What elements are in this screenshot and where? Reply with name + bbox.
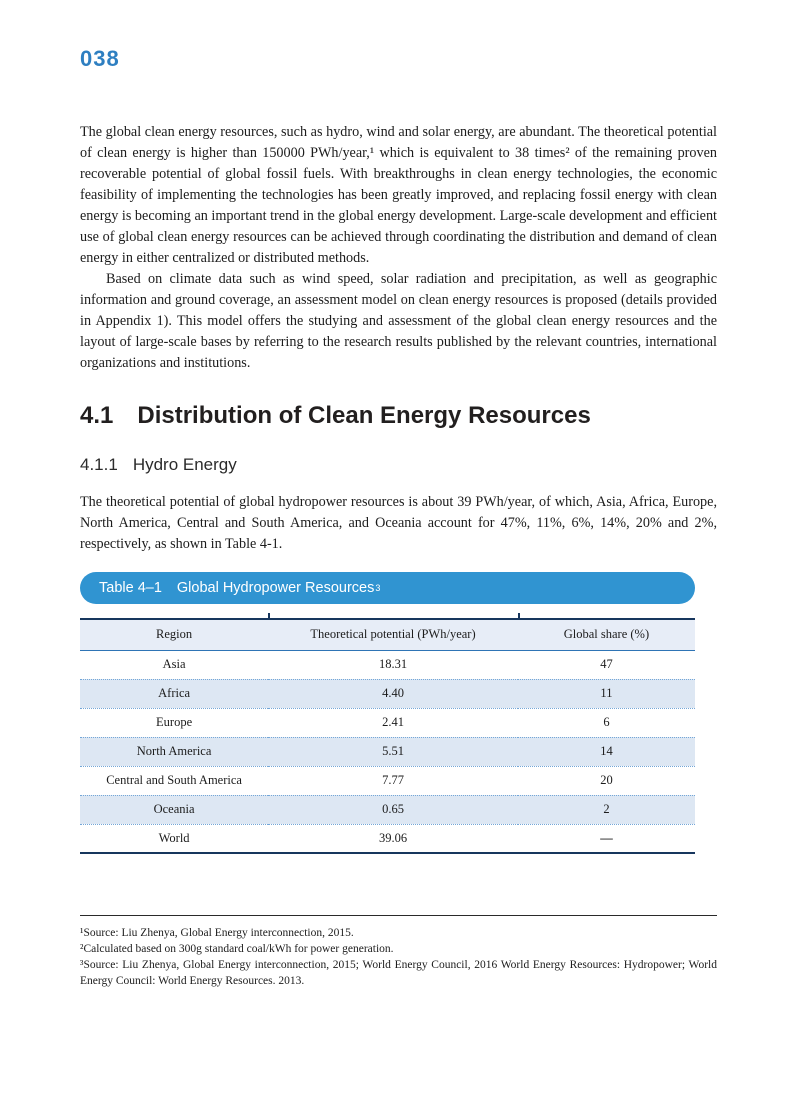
- hydropower-data-table: [80, 618, 695, 854]
- cell-share: 20: [518, 766, 695, 795]
- column-header-region: Region: [80, 619, 268, 650]
- table-row: [80, 650, 695, 679]
- cell-potential: 7.77: [268, 766, 518, 795]
- cell-share: 14: [518, 737, 695, 766]
- table-caption-label: Table 4–1: [99, 580, 162, 596]
- table-row: [80, 795, 695, 824]
- table-row: [80, 679, 695, 708]
- cell-share: 6: [518, 708, 695, 737]
- table-row: [80, 766, 695, 795]
- table-caption-bar: Table 4–1 Global Hydropower Resources 3: [80, 572, 695, 604]
- cell-potential: 0.65: [268, 795, 518, 824]
- section-heading: [80, 402, 717, 430]
- column-divider-tick: [268, 613, 270, 618]
- cell-potential: 5.51: [268, 737, 518, 766]
- cell-share: 47: [518, 650, 695, 679]
- table-row: [80, 737, 695, 766]
- subsection-title: Hydro Energy: [132, 455, 237, 474]
- cell-potential: 4.40: [268, 679, 518, 708]
- footnote-2: ²Calculated based on 300g standard coal/kWh for power generation.: [80, 943, 394, 955]
- footnote-3: ³Source: Liu Zhenya, Global Energy interconnection, 2015; World Energy Council, 2016 World Energy Resources: Hydropower; World Energy Council: World Energy Resources. 2013.: [80, 959, 717, 987]
- cell-share: 2: [518, 795, 695, 824]
- cell-region: Asia: [80, 650, 268, 679]
- cell-region: North America: [80, 737, 268, 766]
- footnotes-section: [80, 915, 717, 989]
- column-header-share: Global share (%): [518, 619, 695, 650]
- cell-share: 11: [518, 679, 695, 708]
- cell-region: Oceania: [80, 795, 268, 824]
- cell-region: World: [80, 824, 268, 853]
- subsection-heading: [80, 455, 717, 475]
- table-row-total: [80, 824, 695, 853]
- section-number: 4.1: [80, 402, 114, 429]
- table-header-row: [80, 619, 695, 650]
- footnote-divider: [80, 915, 717, 916]
- paragraph-hydro: The theoretical potential of global hydropower resources is about 39 PWh/year, of which, Asia, Africa, Europe, North America, Central and South America, and Oceania account for 47%, 11%, 6%, 14%, 20% and 2%, respectively, as shown in Table 4-1.: [80, 494, 717, 552]
- cell-potential: 2.41: [268, 708, 518, 737]
- cell-share: —: [518, 824, 695, 853]
- cell-region: Central and South America: [80, 766, 268, 795]
- paragraph-intro: The global clean energy resources, such as hydro, wind and solar energy, are abundant. The theoretical potential of clean energy is higher than 150000 PWh/year,¹ which is equivalent to 38 times² of the remaining proven recoverable potential of global fossil fuels. With breakthroughs in clean energy technologies, the economic feasibility of implementing the technologies has been greatly improved, and replacing fossil energy with clean energy is becoming an important trend in the global energy development. Large-scale development and efficient use of global clean energy resources can be achieved through coordinating the distribution and demand of clean energy in either centralized or distributed methods.: [80, 124, 717, 266]
- subsection-number: 4.1.1: [80, 455, 118, 474]
- column-header-potential: Theoretical potential (PWh/year): [268, 619, 518, 650]
- paragraph-assessment-model: Based on climate data such as wind speed, solar radiation and precipitation, as well as geographic information and ground coverage, an assessment model on clean energy resources is proposed (details provided in Appendix 1). This model offers the studying and assessment of the global clean energy resources and the layout of large-scale bases by referring to the research results published by the relevant countries, international organizations and institutions.: [80, 271, 717, 371]
- hydropower-table: [80, 618, 695, 854]
- section-title: Distribution of Clean Energy Resources: [137, 402, 591, 429]
- table-row: [80, 708, 695, 737]
- column-divider-tick: [518, 613, 520, 618]
- cell-potential: 39.06: [268, 824, 518, 853]
- footnote-1: ¹Source: Liu Zhenya, Global Energy interconnection, 2015.: [80, 927, 354, 939]
- table-caption-title: Global Hydropower Resources: [176, 580, 375, 596]
- cell-region: Africa: [80, 679, 268, 708]
- cell-potential: 18.31: [268, 650, 518, 679]
- page-number: 038: [80, 46, 120, 71]
- cell-region: Europe: [80, 708, 268, 737]
